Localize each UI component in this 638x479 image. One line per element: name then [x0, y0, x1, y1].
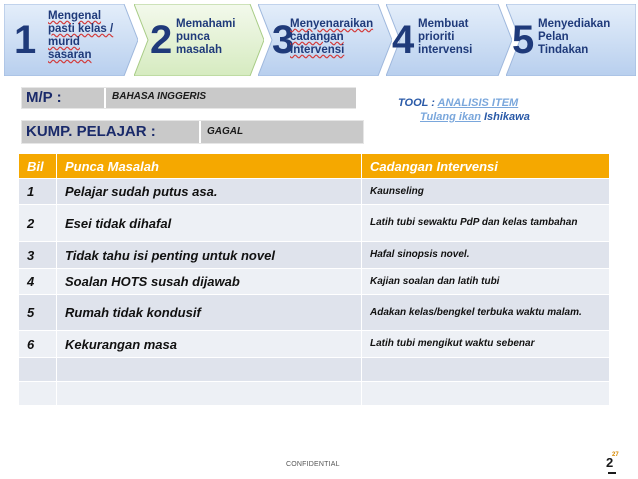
page-number-underline: [608, 472, 616, 474]
tool-line2: [398, 110, 530, 124]
step-2-label: Memahami punca masalah: [176, 18, 236, 56]
row-cadangan: [362, 358, 610, 382]
step-4-label: Membuat prioriti intervensi: [418, 18, 473, 56]
subject-title: M/P :: [26, 89, 62, 106]
table-row: [19, 242, 610, 269]
row-cadangan: Kaunseling: [362, 179, 610, 205]
row-bil: 6: [19, 331, 57, 358]
step-1-number: 1: [14, 18, 37, 62]
table-row: [19, 179, 610, 205]
row-punca: [57, 382, 362, 406]
step-1: [4, 4, 138, 76]
row-punca: Pelajar sudah putus asa.: [57, 179, 362, 205]
row-bil: 2: [19, 205, 57, 242]
row-cadangan: Hafal sinopsis novel.: [362, 242, 610, 269]
row-bil: 5: [19, 295, 57, 331]
row-cadangan: Latih tubi sewaktu PdP dan kelas tambahan: [362, 205, 610, 242]
tool-prefix: TOOL :: [398, 97, 438, 109]
page-number-small: 27: [612, 452, 619, 458]
step-3-number: 3: [272, 18, 295, 62]
table-row: [19, 331, 610, 358]
table-row: [19, 269, 610, 295]
row-bil: 3: [19, 242, 57, 269]
header-cadangan-intervensi: Cadangan Intervensi: [362, 154, 610, 179]
intervention-table: [18, 153, 610, 406]
tool-label: [398, 96, 530, 124]
student-group-bar: [21, 120, 364, 144]
step-4-number: 4: [392, 18, 415, 62]
row-cadangan: Latih tubi mengikut waktu sebenar: [362, 331, 610, 358]
step-5: [506, 4, 636, 76]
table-row: [19, 295, 610, 331]
process-steps-banner: [0, 0, 638, 80]
step-4: [386, 4, 512, 76]
page-number: 2: [606, 455, 614, 470]
student-group-value: GAGAL: [199, 121, 363, 143]
row-cadangan: Adakan kelas/bengkel terbuka waktu malam.: [362, 295, 610, 331]
row-bil: 4: [19, 269, 57, 295]
row-punca: Soalan HOTS susah dijawab: [57, 269, 362, 295]
table-row: [19, 382, 610, 406]
table-row: [19, 205, 610, 242]
row-bil: 1: [19, 179, 57, 205]
row-punca: Kekurangan masa: [57, 331, 362, 358]
confidential-label: CONFIDENTIAL: [286, 461, 340, 468]
step-1-label: Mengenal pasti kelas / murid sasaran: [48, 10, 114, 61]
table-row: [19, 358, 610, 382]
header-punca-masalah: Punca Masalah: [57, 154, 362, 179]
row-punca: [57, 358, 362, 382]
tool-suffix: Ishikawa: [480, 111, 530, 123]
subject-value: BAHASA INGGERIS: [104, 88, 356, 108]
student-group-title: KUMP. PELAJAR :: [26, 123, 156, 140]
row-cadangan: [362, 382, 610, 406]
row-cadangan: Kajian soalan dan latih tubi: [362, 269, 610, 295]
step-5-label: Menyediakan Pelan Tindakan: [538, 18, 611, 56]
row-punca: Tidak tahu isi penting untuk novel: [57, 242, 362, 269]
tulang-ikan-link[interactable]: Tulang ikan: [420, 111, 481, 123]
table-header-row: [19, 154, 610, 179]
row-bil: [19, 382, 57, 406]
step-5-number: 5: [512, 18, 535, 62]
step-3-label: Menyenaraikan cadangan intervensi: [290, 18, 374, 56]
step-3: [258, 4, 392, 76]
step-2-number: 2: [150, 18, 173, 62]
header-bil: Bil: [19, 154, 57, 179]
subject-bar: [21, 87, 356, 109]
step-2: [134, 4, 264, 76]
row-punca: Esei tidak dihafal: [57, 205, 362, 242]
row-punca: Rumah tidak kondusif: [57, 295, 362, 331]
analisis-item-link[interactable]: ANALISIS ITEM: [437, 97, 519, 109]
row-bil: [19, 358, 57, 382]
